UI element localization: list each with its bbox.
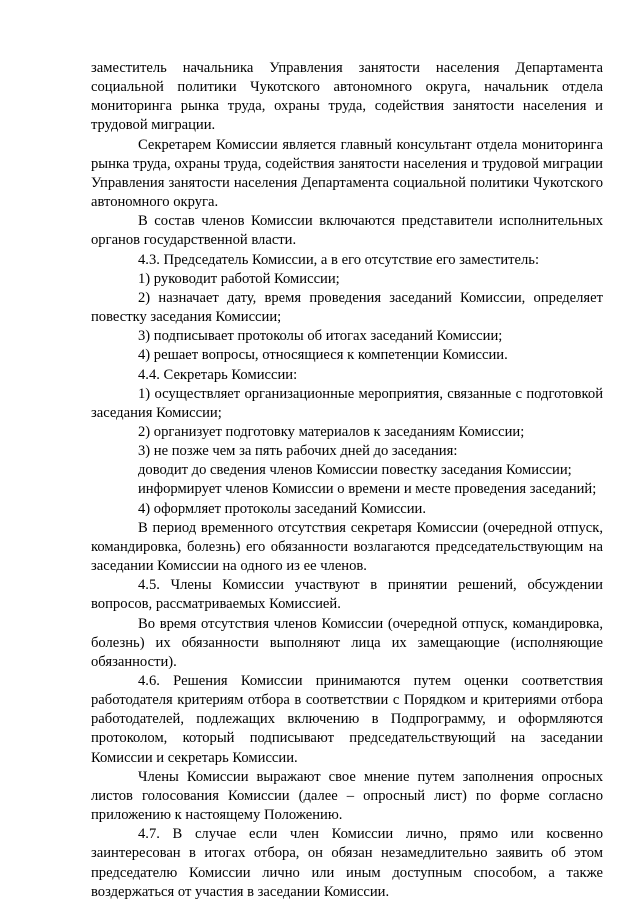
list-item: 1) руководит работой Комиссии; xyxy=(138,270,340,287)
paragraph-4-5: 4.5. Члены Комиссии участвуют в принятии решений, обсуждении вопросов, рассматриваемых Комиссией. xyxy=(91,577,603,613)
paragraph-temporary-absence: В период временного отсутствия секретаря Комиссии (очередной отпуск, командировка, болезнь) его обязанности возлагаются председательствующим на заседании Комиссии на одного из ее членов. xyxy=(91,519,603,575)
list-item: 2) назначает дату, время проведения заседаний Комиссии, определяет повестку заседания Комиссии; xyxy=(91,289,603,326)
paragraph-secretary: Секретарем Комиссии является главный консультант отдела мониторинга рынка труда, охраны труда, содействия занятости населения и трудовой миграции Управления занятости населения Департамента социальной политики Чукотского автономного округа. xyxy=(91,136,603,211)
paragraph-absence-members: Во время отсутствия членов Комиссии (очередной отпуск, командировка, болезнь) их обязанности выполняют лица их замещающие (исполняющие обязанности). xyxy=(91,615,603,670)
paragraph-4-6: 4.6. Решения Комиссии принимаются путем оценки соответствия работодателя критериям отбора в соответствии с Порядком и критериями отбора работодателей, подлежащих включению в Подпрограмму, и оформляются протоколом, который подписывают председательствующий на заседании Комиссии и секретарь Комиссии. xyxy=(91,673,603,766)
list-item: 2) организует подготовку материалов к заседаниям Комиссии; xyxy=(138,423,525,440)
paragraph-4-4: 4.4. Секретарь Комиссии: xyxy=(138,366,298,383)
document-page xyxy=(91,59,603,902)
list-item: информирует членов Комиссии о времени и месте проведения заседаний; xyxy=(138,481,597,498)
paragraph-4-7: 4.7. В случае если член Комиссии лично, прямо или косвенно заинтересован в итогах отбора, он обязан незамедлительно заявить об этом председателю Комиссии лично или иным доступным способом, а также воздержаться от участия в заседании Комиссии. xyxy=(91,826,603,900)
paragraph-members: В состав членов Комиссии включаются представители исполнительных органов государственной власти. xyxy=(91,213,603,249)
list-item: 3) подписывает протоколы об итогах заседаний Комиссии; xyxy=(138,328,503,345)
list-item: 4) решает вопросы, относящиеся к компетенции Комиссии. xyxy=(138,347,508,364)
list-item: 4) оформляет протоколы заседаний Комиссии. xyxy=(138,500,427,517)
list-item: 3) не позже чем за пять рабочих дней до заседания: xyxy=(138,443,458,460)
list-item: доводит до сведения членов Комиссии повестку заседания Комиссии; xyxy=(138,462,572,479)
list-item: 1) осуществляет организационные мероприятия, связанные с подготовкой заседания Комиссии; xyxy=(91,385,603,421)
paragraph-continuation: заместитель начальника Управления занятости населения Департамента социальной политики Чукотского автономного округа, начальник отдела мониторинга рынка труда, охраны труда, содействия занятости населения и трудовой миграции. xyxy=(91,60,603,134)
paragraph-opinion: Члены Комиссии выражают свое мнение путем заполнения опросных листов голосования Комиссии (далее – опросный лист) по форме согласно приложению к настоящему Положению. xyxy=(91,768,603,824)
paragraph-4-3: 4.3. Председатель Комиссии, а в его отсутствие его заместитель: xyxy=(138,251,539,268)
